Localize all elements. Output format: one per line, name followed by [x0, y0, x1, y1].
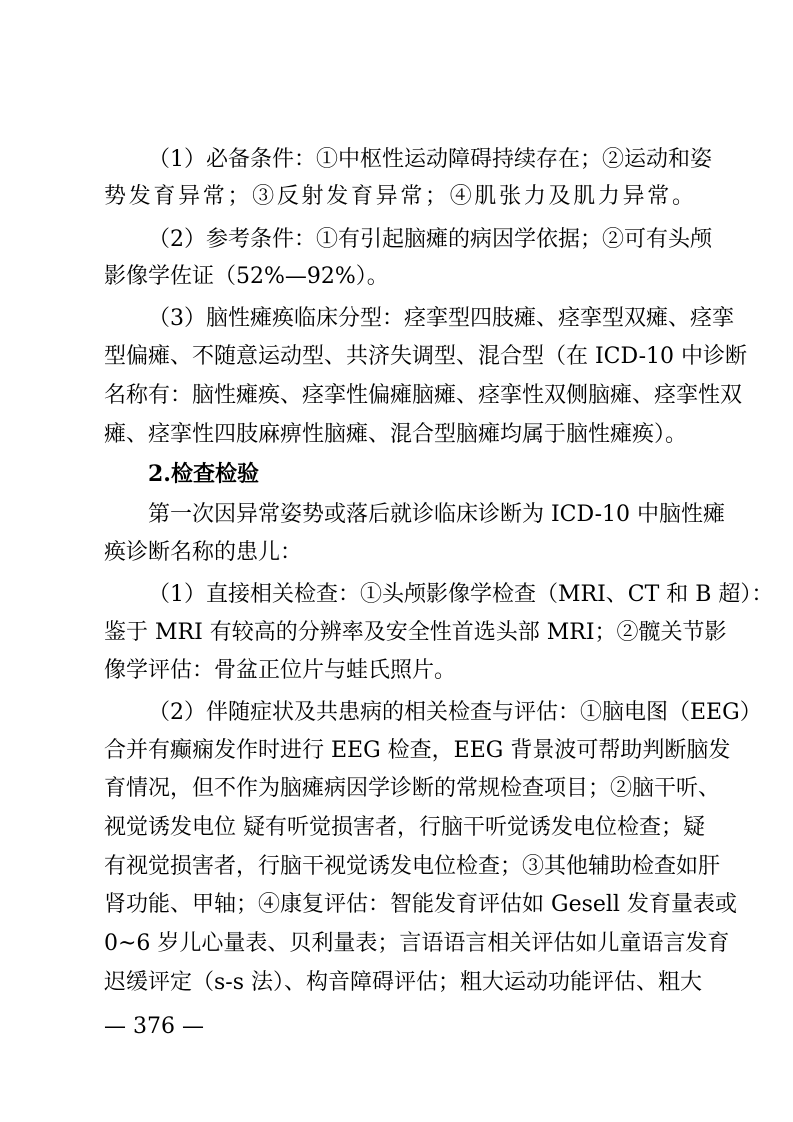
text-line: （2）伴随症状及共患病的相关检查与评估：①脑电图（EEG） [148, 700, 762, 725]
text-line: 肾功能、甲轴；④康复评估：智能发育评估如 Gesell 发育量表或 [104, 892, 737, 917]
text-line: 名称有：脑性瘫痪、痉挛性偏瘫脑瘫、痉挛性双侧脑瘫、痉挛性双 [104, 383, 743, 408]
section-heading: 2.检查检验 [148, 461, 259, 487]
text-line: （1）直接相关检查：①头颅影像学检查（MRI、CT 和 B 超）： [148, 582, 774, 607]
text-line: 第一次因异常姿势或落后就诊临床诊断为 ICD-10 中脑性瘫 [148, 502, 725, 527]
text-line: （2）参考条件：①有引起脑瘫的病因学依据；②可有头颅 [148, 227, 712, 252]
text-line: 视觉诱发电位 疑有听觉损害者，行脑干听觉诱发电位检查；疑 [104, 815, 705, 840]
text-line: （3）脑性瘫痪临床分型：痉挛型四肢瘫、痉挛型双瘫、痉挛 [148, 306, 734, 331]
text-line: 合并有癫痫发作时进行 EEG 检查，EEG 背景波可帮助判断脑发 [104, 738, 731, 763]
text-line: 势发育异常；③反射发育异常；④肌张力及肌力异常。 [104, 184, 694, 209]
text-line: （1）必备条件：①中枢性运动障碍持续存在；②运动和姿 [148, 147, 712, 172]
text-line: 型偏瘫、不随意运动型、共济失调型、混合型（在 ICD-10 中诊断 [104, 344, 747, 369]
text-line: 有视觉损害者，行脑干视觉诱发电位检查；③其他辅助检查如肝 [104, 854, 721, 879]
text-line: 像学评估：骨盆正位片与蛙氏照片。 [104, 658, 457, 683]
text-line: 瘫、痉挛性四肢麻痹性脑瘫、混合型脑瘫均属于脑性瘫痪）。 [104, 422, 688, 447]
text-line: 影像学佐证（52%—92%）。 [104, 264, 389, 289]
text-line: 0~6 岁儿心量表、贝利量表；言语语言相关评估如儿童语言发育 [104, 931, 730, 956]
text-line: 迟缓评定（s-s 法）、构音障碍评估；粗大运动功能评估、粗大 [104, 970, 703, 995]
text-line: 鉴于 MRI 有较高的分辨率及安全性首选头部 MRI；②髋关节影 [104, 620, 727, 645]
text-line: 痪诊断名称的患儿： [104, 540, 303, 565]
text-line: 育情况，但不作为脑瘫病因学诊断的常规检查项目；②脑干听、 [104, 776, 721, 801]
page-number: — 376 — [104, 1014, 204, 1039]
